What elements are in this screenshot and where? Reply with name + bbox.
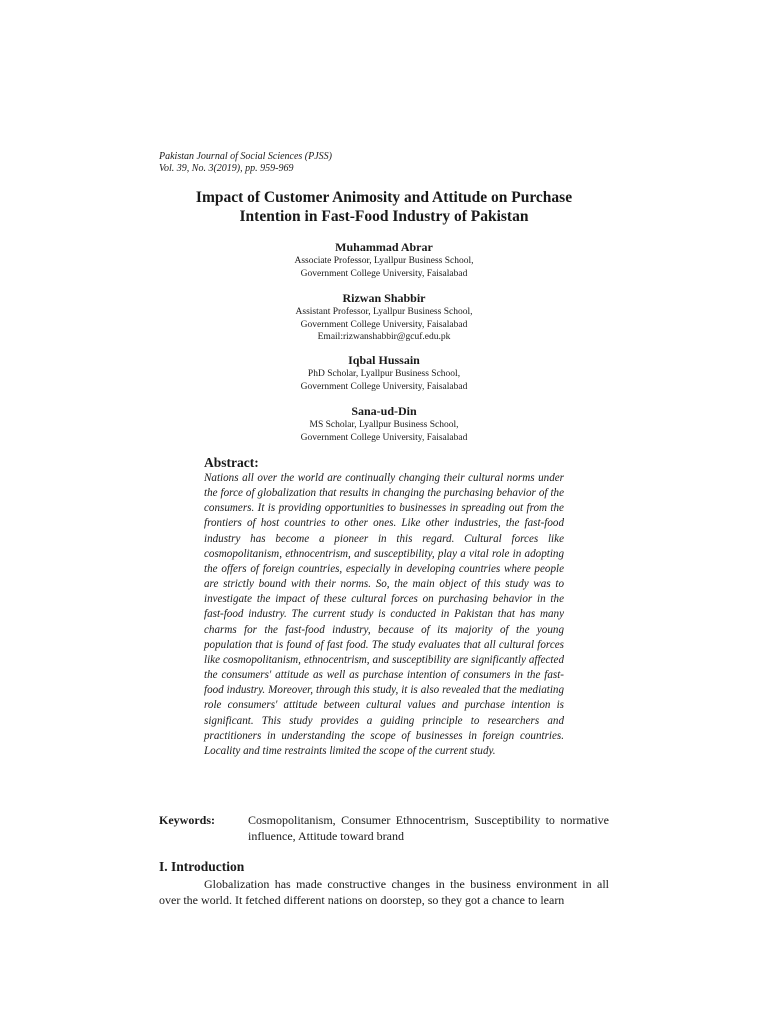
author-affiliation-line: Government College University, Faisalabad	[300, 381, 468, 392]
keywords-label: Keywords:	[159, 813, 215, 827]
author-block	[180, 404, 588, 444]
journal-citation	[159, 151, 332, 175]
journal-volume: Vol. 39, No. 3(2019), pp. 959-969	[159, 163, 294, 174]
abstract-text: Nations all over the world are continually changing their cultural norms under the force of globalization that results in changing the purchasing behavior of the consumers. It is providing opportunities to businesses in spreading out from the frontiers of host countries to other ones. Like other industries, the fast-food industry has become a pioneer in this regard. Cultural forces like cosmopolitanism, ethnocentrism, and susceptibility, play a vital role in adopting the offers of foreign countries, especially in developing countries where people are strictly bound with their norms. So, the main object of this study was to investigate the impact of these cultural forces on purchasing behavior in the fast-food industry. The current study is conducted in Pakistan that has many charms for the fast-food industry, because of its majority of the young population that is found of fast food. The study evaluates that all cultural forces like cosmopolitanism, ethnocentrism, and susceptibility are significantly affected the consumers' attitude as well as purchase intention of consumers in the fast-food industry. Moreover, through this study, it is also revealed that the mediating role consumers' attitude between cultural values and purchase intention is significant. This study provides a guiding principle to researchers and practitioners in understanding the scope of businesses in foreign countries. Locality and time restraints limited the scope of the current study.	[204, 472, 564, 757]
author-block	[180, 291, 588, 344]
author-name: Rizwan Shabbir	[342, 291, 426, 305]
author-affiliation-line: Associate Professor, Lyallpur Business School,	[294, 256, 474, 266]
author-email: Email:rizwanshabbir@gcuf.edu.pk	[317, 332, 451, 342]
author-affiliation-line: Government College University, Faisalabad	[300, 432, 468, 443]
introduction-heading: I. Introduction	[159, 859, 245, 874]
author-block	[180, 240, 588, 280]
author-name: Iqbal Hussain	[348, 353, 420, 367]
author-affiliation-line: Government College University, Faisalabad	[300, 319, 468, 330]
abstract-heading: Abstract:	[204, 455, 259, 470]
author-name: Sana-ud-Din	[351, 404, 417, 418]
paper-title-line-1: Impact of Customer Animosity and Attitude on Purchase	[195, 189, 573, 206]
introduction-text: Globalization has made constructive changes in the business environment in all over the world. It fetched different nations on doorstep, so they got a chance to learn	[159, 877, 609, 907]
author-affiliation-line: MS Scholar, Lyallpur Business School,	[309, 420, 459, 430]
keywords-text: Cosmopolitanism, Consumer Ethnocentrism, Susceptibility to normative influence, Attitude toward brand	[248, 813, 609, 843]
author-affiliation-line: PhD Scholar, Lyallpur Business School,	[307, 369, 461, 379]
paper-title	[120, 188, 648, 226]
author-name: Muhammad Abrar	[335, 240, 433, 254]
journal-name: Pakistan Journal of Social Sciences (PJSS)	[159, 151, 333, 162]
author-affiliation-line: Assistant Professor, Lyallpur Business School,	[295, 307, 473, 317]
author-block	[180, 353, 588, 393]
paper-title-line-2: Intention in Fast-Food Industry of Pakistan	[239, 208, 529, 225]
author-affiliation-line: Government College University, Faisalabad	[300, 268, 468, 279]
